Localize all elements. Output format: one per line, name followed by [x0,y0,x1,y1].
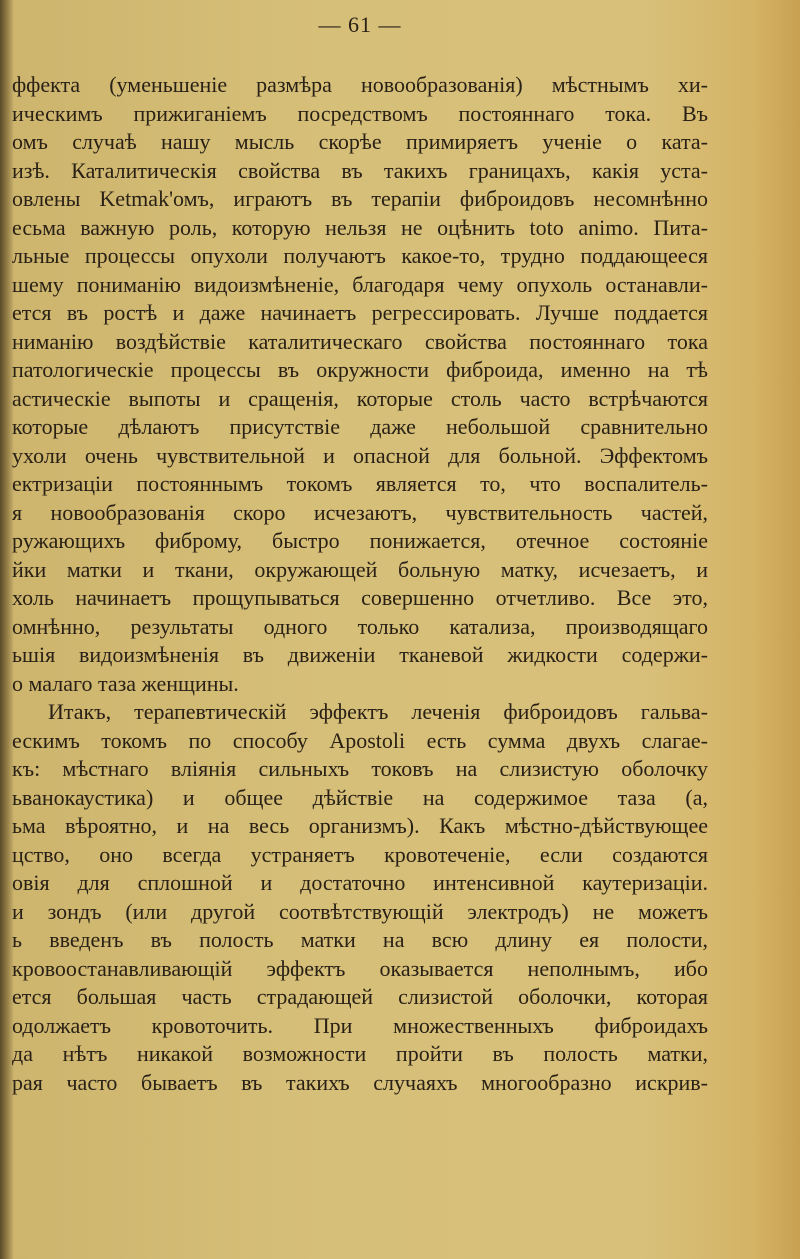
text-line: йки матки и ткани, окружающей больную матку, исчезаетъ, и [12,556,708,582]
text-line: овлены Ketmak'омъ, играютъ въ терапіи фиброидовъ несомнѣнно [12,186,708,211]
text-line: рая часто бываетъ въ такихъ случаяхъ многообразно искрив- [12,1069,708,1095]
text-line: ется большая часть страдающей слизистой оболочки, которая [12,984,708,1009]
text-line: омнѣнно, результаты одного только катализа, производящаго [12,613,708,639]
text-line: есьма важную роль, которую нельзя не оцѣнить toto animo. Пита- [12,214,708,240]
text-line: ружающихъ фиброму, быстро понижается, отечное состояніе [12,528,708,553]
text-line: патологическіе процессы въ окружности фиброида, именно на тѣ [12,357,708,382]
text-line: ниманію воздѣйствіе каталитическаго свойства постояннаго тока [12,328,708,354]
text-line: ическимъ прижиганіемъ посредствомъ постояннаго тока. Въ [12,100,708,126]
text-line: ьванокаустика) и общее дѣйствіе на содержимое таза (а, [12,784,708,810]
text-line: шему пониманію видоизмѣненіе, благодаря чему опухоль останавли- [12,271,708,297]
text-line: ффекта (уменьшеніе размѣра новообразованія) мѣстнымъ хи- [12,72,708,97]
text-line: одолжаетъ кровоточить. При множественныхъ фиброидахъ [12,1012,708,1038]
text-line: и зондъ (или другой соотвѣтствующій электродъ) не можетъ [12,898,708,924]
text-line: о малаго таза женщины. [12,670,239,696]
text-line: ь введенъ въ полость матки на всю длину ея полости, [12,927,708,952]
text-line: ескимъ токомъ по способу Apostoli есть сумма двухъ слагае- [12,727,708,753]
text-line: изѣ. Каталитическія свойства въ такихъ границахъ, какія уста- [12,157,708,183]
text-line: я новообразованія скоро исчезаютъ, чувствительность частей, [12,499,708,525]
text-line: Итакъ, терапевтическій эффектъ леченія фиброидовъ гальва- [48,699,708,724]
text-line: ется въ ростѣ и даже начинаетъ регрессировать. Лучше поддается [12,300,708,325]
text-line: которые дѣлаютъ присутствіе даже небольшой сравнительно [12,414,708,439]
text-line: да нѣтъ никакой возможности пройти въ полость матки, [12,1041,708,1066]
text-line: овія для сплошной и достаточно интенсивной каутеризаціи. [12,870,708,895]
text-line: ьшія видоизмѣненія въ движеніи тканевой жидкости содержи- [12,642,708,667]
text-line: холь начинаетъ прощупываться совершенно отчетливо. Все это, [12,585,708,610]
text-line: къ: мѣстнаго вліянія сильныхъ токовъ на слизистую оболочку [12,756,708,781]
body-text [12,71,708,1097]
text-line: ухоли очень чувствительной и опасной для больной. Эффектомъ [12,442,708,468]
text-line: ектризаціи постояннымъ токомъ является то, что воспалитель- [12,471,708,496]
text-line: астическіе выпоты и сращенія, которые столь часто встрѣчаются [12,385,708,411]
page-number: — 61 — [318,12,402,37]
text-line: омъ случаѣ нашу мысль скорѣе примиряетъ ученіе о ката- [12,129,708,154]
text-line: ьма вѣроятно, и на весь организмъ). Какъ мѣстно-дѣйствующее [12,813,708,838]
text-line: цство, оно всегда устраняетъ кровотеченіе, если создаются [12,841,708,867]
text-line: кровоостанавливающій эффектъ оказывается неполнымъ, ибо [12,955,708,981]
text-line: льные процессы опухоли получаютъ какое-то, трудно поддающееся [12,243,708,268]
